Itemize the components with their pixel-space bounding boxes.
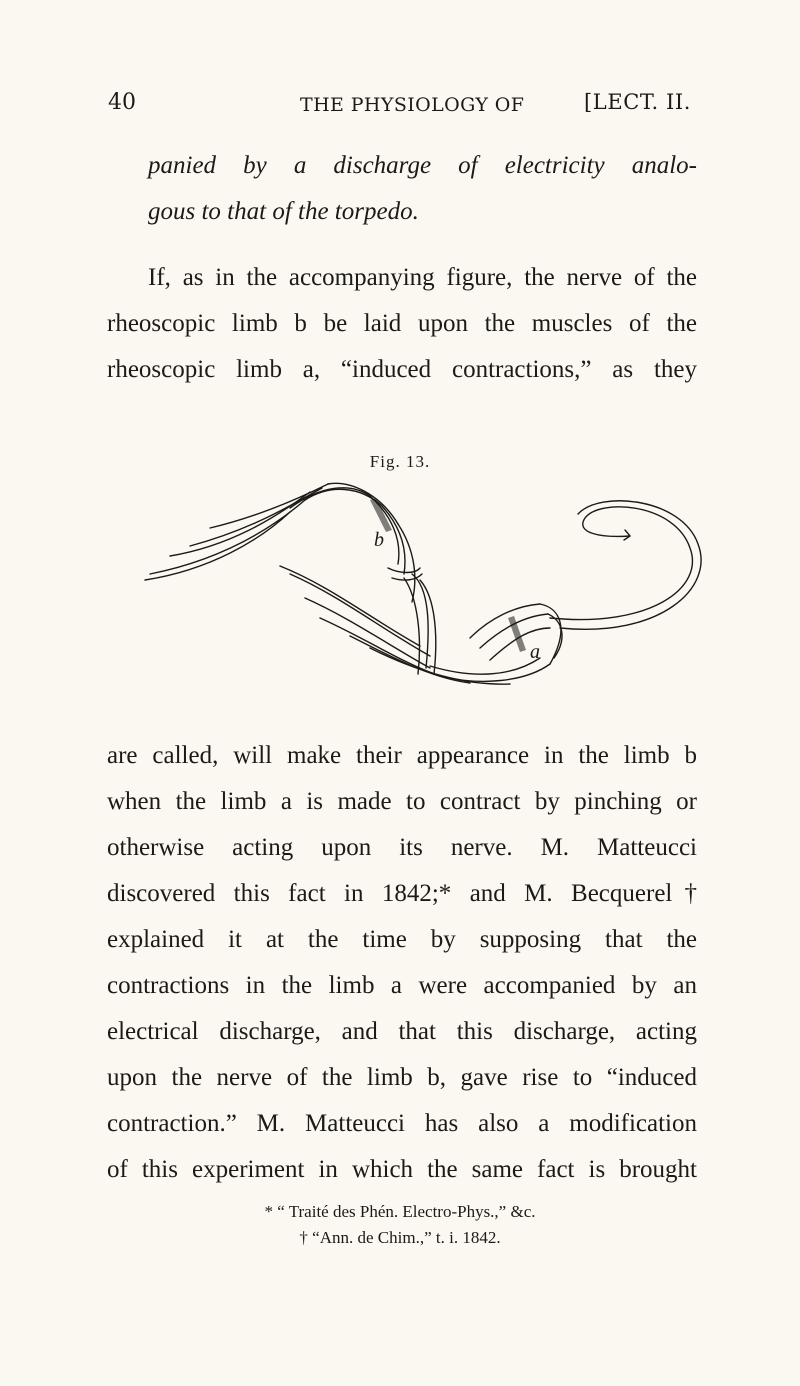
running-title: THE PHYSIOLOGY OF <box>300 94 525 116</box>
text-line: rheoscopic limb b be laid upon the muscles of the <box>107 310 697 337</box>
rheoscopic-limbs-figure <box>130 478 710 690</box>
text-line: otherwise acting upon its nerve. M. Matteucci <box>107 834 697 861</box>
figure-label-b: b <box>374 529 384 551</box>
text-line: explained it at the time by supposing that the <box>107 926 697 953</box>
text-line: discovered this fact in 1842;* and M. Becquerel† <box>107 880 697 907</box>
text-line: when the limb a is made to contract by pinching or <box>107 788 697 815</box>
text-line: contractions in the limb a were accompanied by an <box>107 972 697 999</box>
text-line: rheoscopic limb a, “induced contractions,” as they <box>107 356 697 383</box>
lecture-reference: [LECT. II. <box>584 90 692 114</box>
figure-label-a: a <box>530 641 540 663</box>
text-line: of this experiment in which the same fact is brought <box>107 1156 697 1183</box>
text-line: are called, will make their appearance in the limb b <box>107 742 697 769</box>
text-line: If, as in the accompanying figure, the nerve of the <box>148 264 697 291</box>
page-header <box>0 90 800 122</box>
figure-caption: Fig. 13. <box>369 452 431 471</box>
footnote: * “ Traité des Phén. Electro-Phys.,” &c. <box>264 1202 536 1221</box>
text-line: gous to that of the torpedo. <box>148 198 419 225</box>
text-line: contraction.” M. Matteucci has also a modification <box>107 1110 697 1137</box>
text-line: upon the nerve of the limb b, gave rise to “induced <box>107 1064 697 1091</box>
text-line: electrical discharge, and that this discharge, acting <box>107 1018 697 1045</box>
page-number: 40 <box>108 90 136 115</box>
text-line: panied by a discharge of electricity analo- <box>148 152 697 179</box>
footnote: † “Ann. de Chim.,” t. i. 1842. <box>299 1228 501 1247</box>
